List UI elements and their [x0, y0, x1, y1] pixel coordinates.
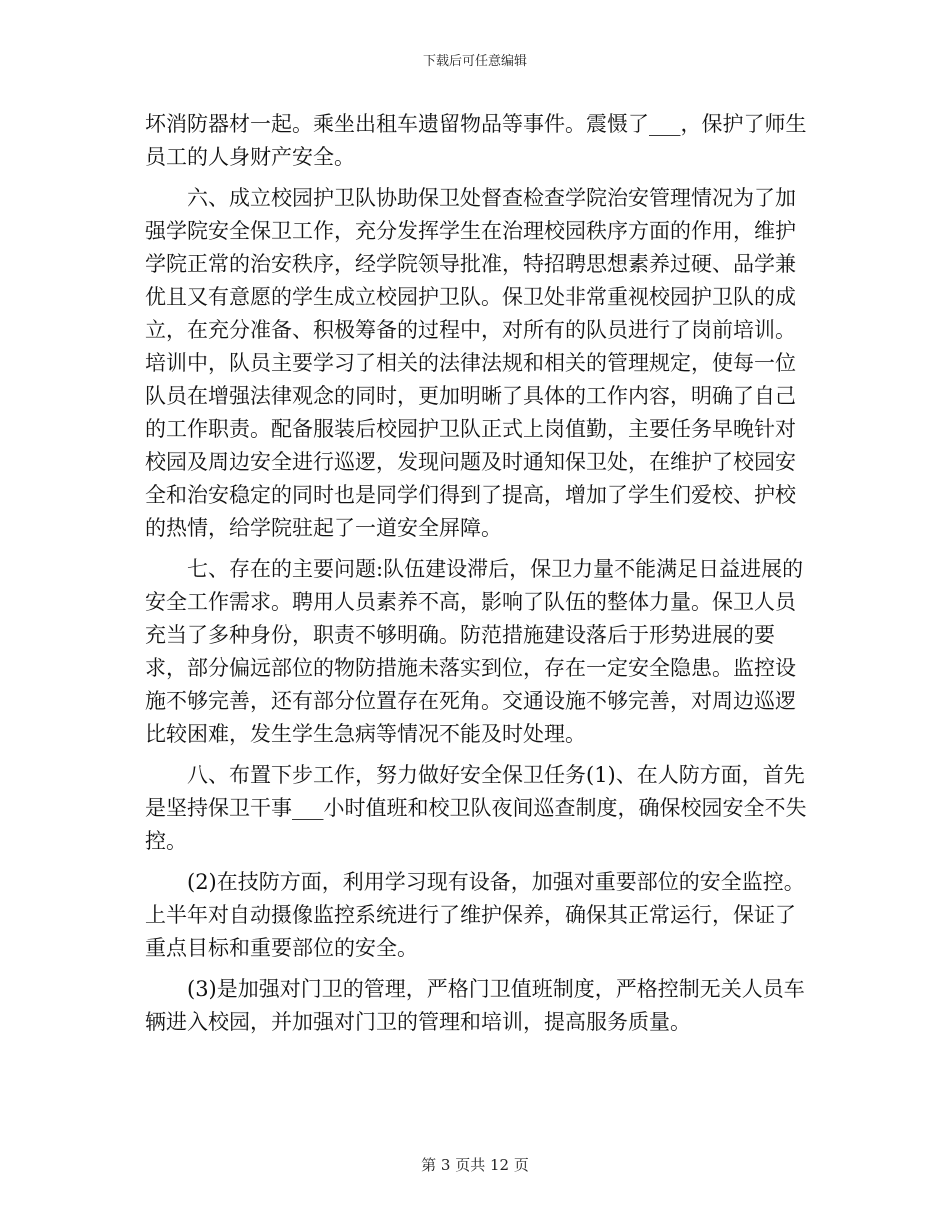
paragraph-section-six: 六、成立校园护卫队协助保卫处督查检查学院治安管理情况为了加强学院安全保卫工作，充分发挥学生在治理校园秩序方面的作用，维护学院正常的治安秩序，经学院领导批准，特招聘思想素养过硬、品学兼优且又有意愿的学生成立校园护卫队。保卫处非常重视校园护卫队的成立，在充分准备、积极筹备的过程中，对所有的队员进行了岗前培训。培训中，队员主要学习了相关的法律法规和相关的管理规定，使每一位队员在增强法律观念的同时，更加明晰了具体的工作内容，明确了自己的工作职责。配备服装后校园护卫队正式上岗值勤，主要任务早晚针对校园及周边安全进行巡逻，发现问题及时通知保卫处，在维护了校园安全和治安稳定的同时也是同学们得到了提高，增加了学生们爱校、护校的热情，给学院驻起了一道安全屏障。: [145, 186, 796, 540]
paragraph-continuation: 坏消防器材一起。乘坐出租车遗留物品等事件。震慑了___，保护了师生员工的人身财产安全。: [145, 112, 807, 169]
paragraph-section-seven: 七、存在的主要问题:队伍建设滞后，保卫力量不能满足日益进展的安全工作需求。聘用人员素养不高，影响了队伍的整体力量。保卫人员充当了多种身份，职责不够明确。防范措施建设落后于形势进展的要求，部分偏远部位的物防措施未落实到位，存在一定安全隐患。监控设施不够完善，还有部分位置存在死角。交通设施不够完善，对周边巡逻比较困难，发生学生急病等情况不能及时处理。: [145, 557, 804, 746]
page-header: 下载后可任意编辑: [422, 54, 527, 69]
page-footer: 第 3 页共 12 页: [421, 1156, 529, 1174]
paragraph-item-three: (3)是加强对门卫的管理，严格门卫值班制度，严格控制无关人员车辆进入校园，并加强对门卫的管理和培训，提高服务质量。: [145, 977, 805, 1034]
paragraph-item-two: (2)在技防方面，利用学习现有设备，加强对重要部位的安全监控。上半年对自动摄像监控系统进行了维护保养，确保其正常运行，保证了重点目标和重要部位的安全。: [145, 870, 805, 960]
document-body: [145, 108, 815, 1039]
paragraph-section-eight: 八、布置下步工作，努力做好安全保卫任务(1)、在人防方面，首先是坚持保卫干事___小时值班和校卫队夜间巡查制度，确保校园安全不失控。: [145, 763, 807, 853]
